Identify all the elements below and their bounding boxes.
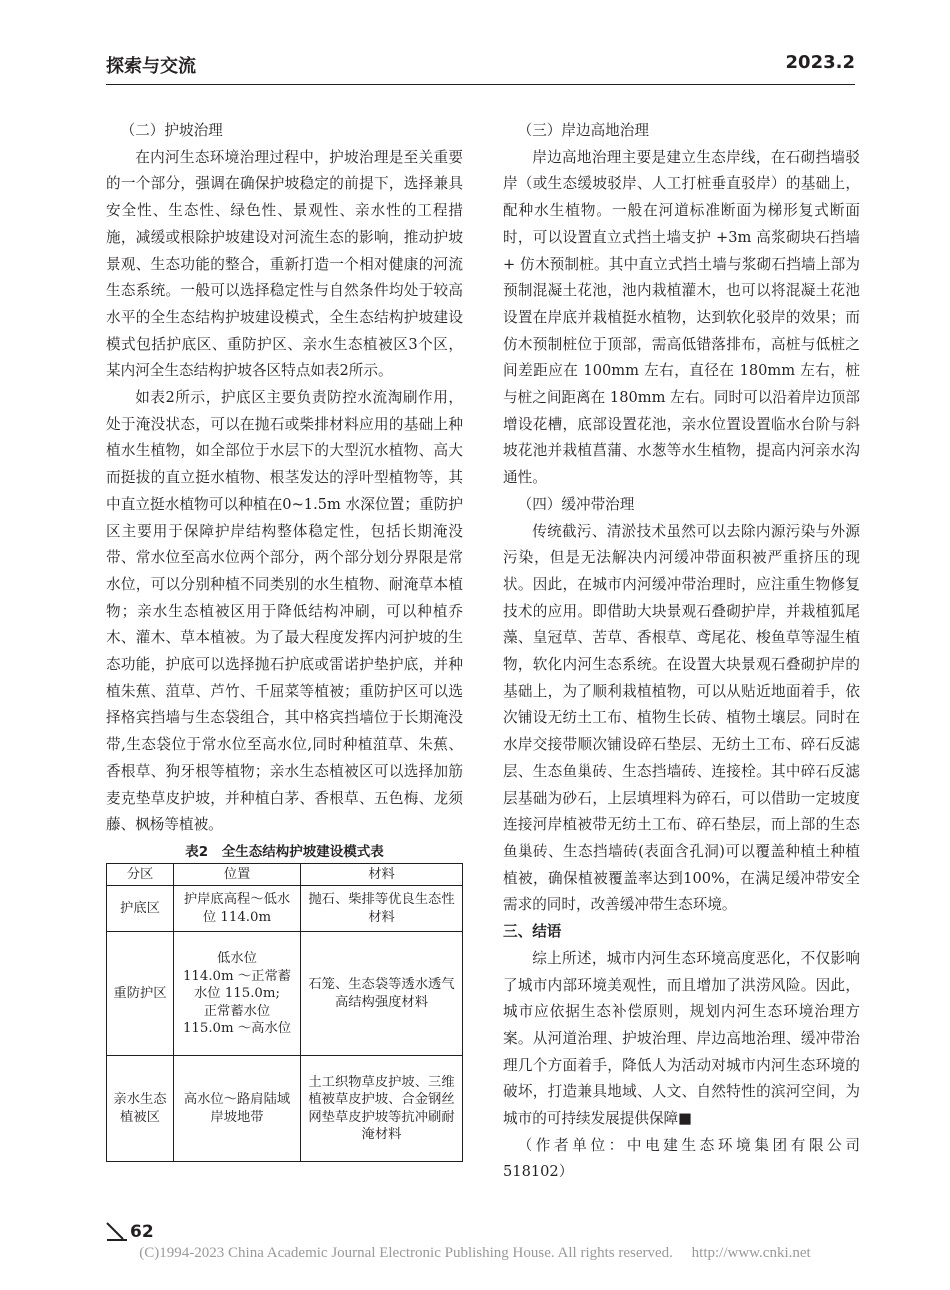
paragraph: 传统截污、清淤技术虽然可以去除内源污染与外源污染，但是无法解决内河缓冲带面积被严重挤压的现状。因此，在城市内河缓冲带治理时，应注重生物修复技术的应用。即借助大块景观石叠砌护岸，并栽植狐尾藻、皇冠草、苦草、香根草、鸢尾花、梭鱼草等湿生植物，软化内河生态系统。在设置大块景观石叠砌护岸的基础上，为了顺利栽植植物，可以从贴近地面着手，依次铺设无纺土工布、植物生长砖、植物土壤层。同时在水岸交接带顺次铺设碎石垫层、无纺土工布、碎石反滤层、生态鱼巢砖、生态挡墙砖、连接栓。其中碎石反滤层基础为砂石，上层填埋料为碎石，可以借助一定坡度连接河岸植被带无纺土工布、碎石垫层，而上部的生态鱼巢砖、生态挡墙砖(表面含孔洞)可以覆盖种植土种植植被，确保植被覆盖率达到100%，在满足缓冲带安全需求的同时，改善缓冲带生态环境。	[503, 522, 860, 914]
table-row	[107, 1056, 463, 1162]
table-header: 材料	[301, 863, 463, 886]
table-cell: 高水位～路肩陆域岸坡地带	[174, 1056, 301, 1162]
table-header: 分区	[107, 863, 174, 886]
right-column	[503, 118, 860, 1186]
paragraph: 岸边高地治理主要是建立生态岸线，在石砌挡墙驳岸（或生态缓坡驳岸、人工打桩垂直驳岸）的基础上，配种水生植物。一般在河道标准断面为梯形复式断面时，可以设置直立式挡土墙支护 +3m 高浆砌块石挡墙 + 仿木预制桩。其中直立式挡土墙与浆砌石挡墙上部为预制混凝土花池，池内栽植灌木，也可以将混凝土花池设置在岸底并栽植挺水植物，达到软化驳岸的效果；而仿木预制桩位于顶部，需高低错落排布，高桩与低桩之间差距应在 100mm 左右，直径在 180mm 左右，桩与桩之间距离在 180mm 左右。同时可以沿着岸边顶部增设花槽，底部设置花池，亲水位置设置临水台阶与斜坡花池并栽植菖蒲、水葱等水生植物，提高内河亲水沟通性。	[503, 148, 860, 487]
table-cell: 护岸底高程～低水位 114.0m	[174, 886, 301, 932]
table-row	[107, 886, 463, 932]
left-column	[106, 118, 463, 1162]
table-row	[107, 932, 463, 1056]
header-rule	[106, 84, 855, 85]
cell-line: 低水位	[217, 951, 257, 967]
journal-title: 探索与交流	[106, 56, 196, 77]
copyright-footer: (C)1994-2023 China Academic Journal Electronic Publishing House. All rights reserved. http://www.cnki.net	[139, 1245, 811, 1261]
cell-line: 114.0m ～正常蓄水位 115.0m;	[182, 968, 292, 1002]
table-cell	[174, 932, 301, 1056]
page-corner-icon	[106, 1222, 128, 1242]
author-affiliation: （作者单位：中电建生态环境集团有限公司 518102）	[503, 1136, 860, 1181]
issue-number: 2023.2	[785, 52, 855, 73]
paragraph: 在内河生态环境治理过程中，护坡治理是至关重要的一个部分，强调在确保护坡稳定的前提下，选择兼具安全性、生态性、绿色性、景观性、亲水性的工程措施，减缓或根除护坡建设对河流生态的影响，推动护坡景观、生态功能的整合，重新打造一个相对健康的河流生态系统。一般可以选择稳定性与自然条件均处于较高水平的全生态结构护坡建设模式，全生态结构护坡建设模式包括护底区、重防护区、亲水生态植被区3个区，某内河全生态结构护坡各区特点如表2所示。	[106, 148, 463, 380]
paragraph: 如表2所示，护底区主要负责防控水流淘刷作用，处于淹没状态，可以在抛石或柴排材料应用的基础上种植水生植物，如全部位于水层下的大型沉水植物、高大而挺拔的直立挺水植物、根茎发达的浮叶型植物等，其中直立挺水植物可以种植在0~1.5m 水深位置；重防护区主要用于保障护岸结构整体稳定性，包括长期淹没带、常水位至高水位两个部分，两个部分划分界限是常水位，可以分别种植不同类别的水生植物、耐淹草本植物；亲水生态植被区用于降低结构冲刷，可以种植乔木、灌木、草本植被。为了最大程度发挥内河护坡的生态功能，护底可以选择抛石护底或雷诺护垫护底，并种植朱蕉、菹草、芦竹、千屈菜等植被；重防护区可以选择格宾挡墙与生态袋组合，其中格宾挡墙位于长期淹没带,生态袋位于常水位至高水位,同时种植菹草、朱蕉、香根草、狗牙根等植物；亲水生态植被区可以选择加筋麦克垫草皮护坡，并种植白茅、香根草、五色梅、龙须藤、枫杨等植被。	[106, 389, 463, 834]
page-number	[106, 1222, 154, 1242]
page-number-text: 62	[130, 1222, 154, 1242]
paragraph: 综上所述，城市内河生态环境高度恶化，不仅影响了城市内部环境美观性，而且增加了洪涝风险。因此，城市应依据生态补偿原则，规划内河生态环境治理方案。从河道治理、护坡治理、岸边高地治理、缓冲带治理几个方面着手，降低人为活动对城市内河生态环境的破坏，打造兼具地域、人文、自然特性的滨河空间，为城市的可持续发展提供保障■	[503, 949, 860, 1128]
table-caption: 表2 全生态结构护坡建设模式表	[185, 843, 384, 860]
table-cell: 护底区	[107, 886, 174, 932]
cell-line: 正常蓄水位	[203, 1003, 271, 1019]
section-heading-conclusion: 三、结语	[503, 923, 562, 941]
cell-line: 115.0m ～高水位	[182, 1021, 292, 1037]
table-cell: 石笼、生态袋等透水透气高结构强度材料	[301, 932, 463, 1056]
section-heading-buffer: （四）缓冲带治理	[517, 495, 635, 513]
table-cell: 亲水生态植被区	[107, 1056, 174, 1162]
table-header-row	[107, 863, 463, 886]
table-cell: 抛石、柴排等优良生态性材料	[301, 886, 463, 932]
table-cell: 土工织物草皮护坡、三维植被草皮护坡、合金钢丝网垫草皮护坡等抗冲刷耐淹材料	[301, 1056, 463, 1162]
slope-table	[106, 863, 463, 1163]
section-heading-highland: （三）岸边高地治理	[517, 122, 649, 139]
table-cell: 重防护区	[107, 932, 174, 1056]
table-header: 位置	[174, 863, 301, 886]
section-heading-slope: （二）护坡治理	[120, 122, 223, 139]
